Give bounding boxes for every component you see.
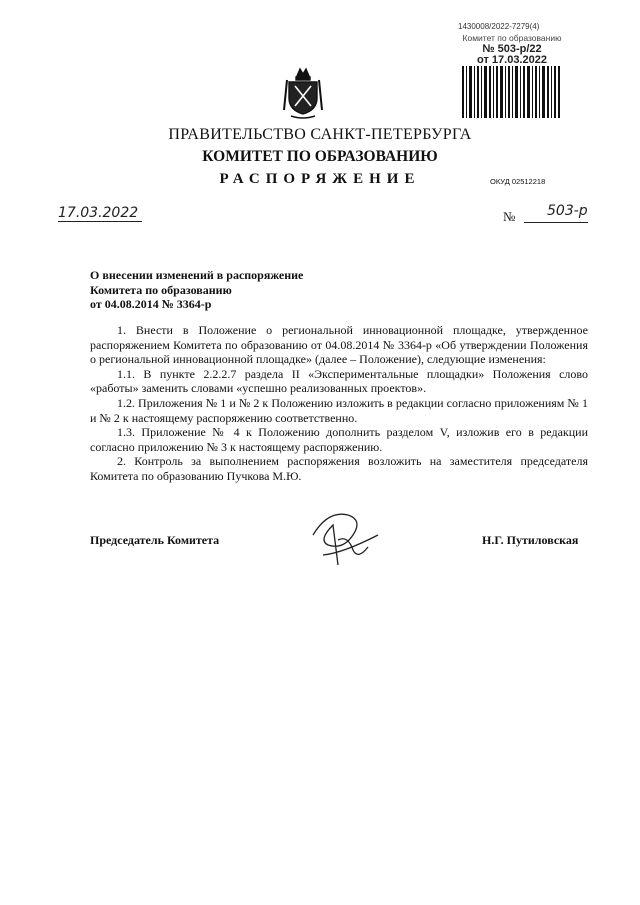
paragraph: 1. Внести в Положение о региональной инновационной площадке, утвержденное распоряжением Комитета по образованию от 04.08.2014 № 3364-р «Об утверждении Положения о региональной инновационной площадке» (далее – Положение), следующие изменения: bbox=[90, 323, 588, 367]
number-underline bbox=[524, 222, 588, 223]
paragraph: 1.2. Приложения № 1 и № 2 к Положению изложить в редакции согласно приложениям № 1 и № 2 к настоящему распоряжению соответственно. bbox=[90, 395, 588, 425]
document-subject bbox=[90, 268, 303, 312]
registration-id: 1430008/2022-7279(4) bbox=[458, 22, 540, 31]
stamp-org: Комитет по образованию bbox=[462, 33, 562, 43]
barcode bbox=[462, 66, 560, 118]
government-title: ПРАВИТЕЛЬСТВО САНКТ-ПЕТЕРБУРГА bbox=[168, 126, 472, 143]
paragraph: 2. Контроль за выполнением распоряжения возложить на заместителя председателя Комитета по образованию Пучкова М.Ю. bbox=[90, 454, 588, 483]
paragraph: 1.3. Приложение № 4 к Положению дополнить разделом V, изложив его в редакции согласно приложению № 3 к настоящему распоряжению. bbox=[90, 425, 588, 454]
coat-of-arms-icon bbox=[283, 66, 323, 120]
document-body bbox=[90, 323, 588, 484]
stamp-date: от 17.03.2022 bbox=[477, 54, 547, 66]
subject-line: О внесении изменений в распоряжение bbox=[90, 268, 304, 282]
committee-title: КОМИТЕТ ПО ОБРАЗОВАНИЮ bbox=[202, 148, 438, 165]
okud-code: ОКУД 02512218 bbox=[490, 177, 546, 186]
handwritten-signature bbox=[293, 505, 383, 575]
paragraph: 1.1. В пункте 2.2.2.7 раздела II «Экспериментальные площадки» Положения слово «работы» заменить словами «успешно реализованных проектов». bbox=[90, 366, 588, 396]
document-type: РАСПОРЯЖЕНИЕ bbox=[219, 171, 421, 187]
signer-role: Председатель Комитета bbox=[90, 533, 220, 547]
registration-stamp bbox=[446, 33, 578, 66]
subject-line: Комитета по образованию bbox=[90, 282, 232, 297]
document-number: 503-р bbox=[547, 203, 588, 219]
subject-line: от 04.08.2014 № 3364-р bbox=[90, 297, 212, 311]
number-label: № bbox=[503, 209, 516, 224]
stamp-number: № 503-р/22 bbox=[482, 43, 542, 55]
signer-name: Н.Г. Путиловская bbox=[482, 533, 579, 547]
document-date: 17.03.2022 bbox=[58, 205, 142, 222]
